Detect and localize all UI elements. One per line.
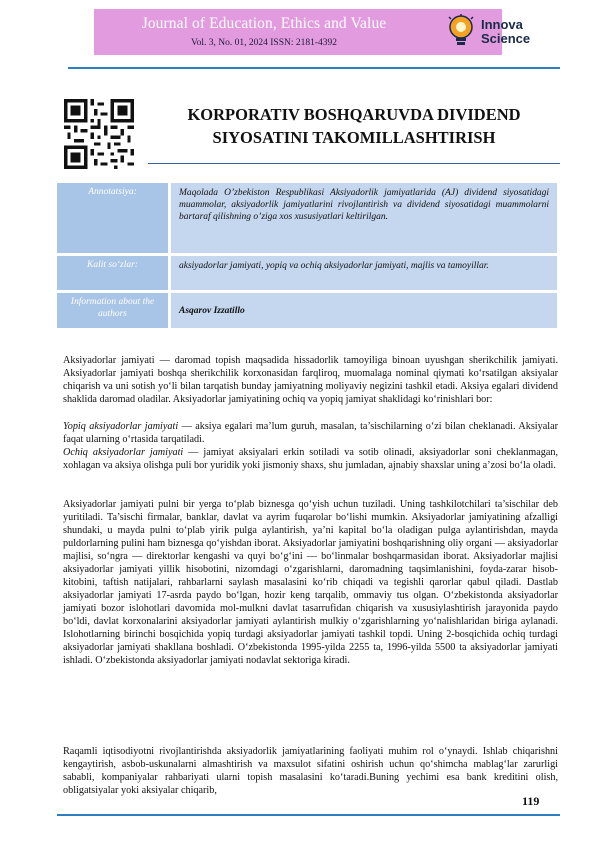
term-open-jsc: Ochiq aksiyadorlar jamiyati (63, 447, 184, 458)
term-definition: — aksiya egalari ma’lum guruh, masalan, ta’sischilarning o‘zi bilan cheklanadi. Aksiyalar faqat ularning o‘rtasida tarqatiladi. (63, 421, 558, 445)
article-title: KORPORATIV BOSHQARUVDA DIVIDEND SIYOSATINI TAKOMILLASHTIRISH (187, 105, 521, 147)
publisher-logo (446, 12, 596, 52)
body-paragraph-5 (63, 745, 558, 797)
term-definition: — jamiyat aksiyalari erkin sotiladi va sotib olinadi, aksiyadorlar soni cheklanmagan, xohlagan va aksiya olishga puli bor yuridik yoki jismoniy shaxs, shu jumladan, ajnabiy shaxslar uning a’zosi bo‘la oladi. (63, 447, 558, 471)
title-rule (148, 163, 560, 164)
annotation-label: Annotatsiya: (57, 183, 168, 253)
journal-title: Journal of Education, Ethics and Value (141, 15, 387, 32)
keywords-row (57, 256, 557, 290)
body-paragraph-4 (63, 498, 558, 667)
logo-text-science: Science (481, 31, 531, 46)
body-paragraph-1 (63, 354, 558, 406)
body-paragraph-2 (63, 420, 558, 446)
authors-label: Information about the authors (57, 293, 168, 328)
authors-row (57, 293, 557, 328)
header-rule (68, 67, 560, 69)
author-name: Asqarov Izzatillo (171, 293, 557, 328)
journal-banner (94, 9, 531, 55)
body-paragraph-3 (63, 446, 558, 472)
paragraph-text: Aksiyadorlar jamiyati — daromad topish maqsadida hissadorlik tamoyiliga binoan uyushgan sherikchilik jamiyati. Aksiyadorlar jamiyati boshqa sherikchilik korxonasidan farqliroq, muomalaga nominal qiymati ko‘rsatilgan aksiyalar chiqarish va uni sotish yo‘li bilan tarqatish bunday jamiyatning moliyaviy negizini tashkil etadi. Aksiya egalari dividend shaklida daromad oladilar. Aksiyadorlar jamiyatining ochiq va yopiq jamiyat shaklidagi ko‘rinishlari bor: (63, 355, 558, 405)
keywords-label: Kalit so‘zlar: (57, 256, 168, 290)
qr-code-icon (64, 99, 134, 169)
journal-volume-info: Vol. 3, No. 01, 2024 ISSN: 2181-4392 (190, 38, 338, 48)
keywords-text: aksiyadorlar jamiyati, yopiq va ochiq aksiyadorlar jamiyati, majlis va tamoyillar. (171, 256, 557, 290)
paragraph-text: Aksiyadorlar jamiyati pulni bir yerga to‘plab biznesga qo‘yish uchun tuziladi. Uning tashkilotchilari ta’sischilar deb yuritiladi. Ta’sischi firmalar, banklar, davlat va ayrim fuqarolar bo‘lishi mumkin. Aksiyadorlar jamiyatining afzalligi shundaki, u mayda pulni to‘plab yirik pulga aylantirish, ya’ni kapital bo‘la oladigan pulga aylantirishdan, mayda puldorlarning pulini ham biznesga qo‘yishdan iborat. Aksiyadorlar jamiyatini boshqarishning oliy organi — aksiyadorlar majlisi, so‘ngra — direktorlar kengashi va quyi bo‘g‘ini — bo‘linmalar boshqarmasidan iborat. Aksiyadorlar majlisi aksiyadorlar jamiyati yillik hisobotini, nizomdagi o‘zgarishlarni, daromadning taqsimlanishini, foyda-zarar hisob-kitobini, taftish natijalari, rahbarlarni saylash masalasini ko‘rib chiqadi va tegishli qarorlar qabul qiladi. Dastlab aksiyadorlar jamiyati 17-asrda paydo bo‘lgan, hozir keng tarqalib, ommaviy tus olgan. O‘zbekistonda aksiyadorlar jamiyati bozor islohotlari davomida mol-mulkni davlat tasarrufidan chiqarish va xususiylashtirish jarayonida paydo bo‘ldi, davlat korxonalarini aksiyadorlar jamiyati aylantirish mulkiy o‘zgarishlarning yo‘nalishlaridan biriga aylanadi. Islohotlarning birinchi bosqichida yopiq turdagi aksiyadorlar jamiyati tashkil topdi. Uning 2-bosqichida ochiq turdagi aksiyadorlar jamiyati shakllana boshladi. O‘zbekistonda 1995-yilda 2255 ta, 1996-yilda 5500 ta aksiyadorlar jamiyati ishladi. O‘zbekistonda aksiyadorlar jamiyati nodavlat sektoriga kiradi. (63, 499, 558, 666)
page-number: 119 (522, 794, 540, 808)
term-closed-jsc: Yopiq aksiyadorlar jamiyati (63, 421, 179, 432)
annotation-row (57, 183, 557, 253)
footer-rule (57, 814, 560, 816)
paragraph-text (63, 420, 558, 446)
paragraph-text (63, 446, 558, 472)
lightbulb-icon (446, 14, 476, 48)
annotation-text: Maqolada O’zbekiston Respublikasi Aksiyadorlik jamiyatlarida (AJ) dividend siyosatidagi muammolar, aksiyadorlik jamiyatlarini rivojlantirish va dividend siyosatidagi muammolarni bartaraf qilishning o’ziga xos xususiyatlari keltirilgan. (171, 183, 557, 253)
logo-text-innova: Innova (481, 17, 523, 32)
paragraph-text: Raqamli iqtisodiyotni rivojlantirishda aksiyadorlik jamiyatlarining faoliyati muhim rol o‘ynaydi. Ishlab chiqarishni kengaytirish, asbob-uskunalarni almashtirish va maxsulot sifatini oshirish uchun qo‘shimcha mablag‘lar zarurligi sababli, kompaniyalar rahbariyati ularni topish masalasini ko‘taradi.Buning yechimi esa bank kreditini olish, obligatsiyalar yoki aksiyalar chiqarib, (63, 746, 558, 796)
